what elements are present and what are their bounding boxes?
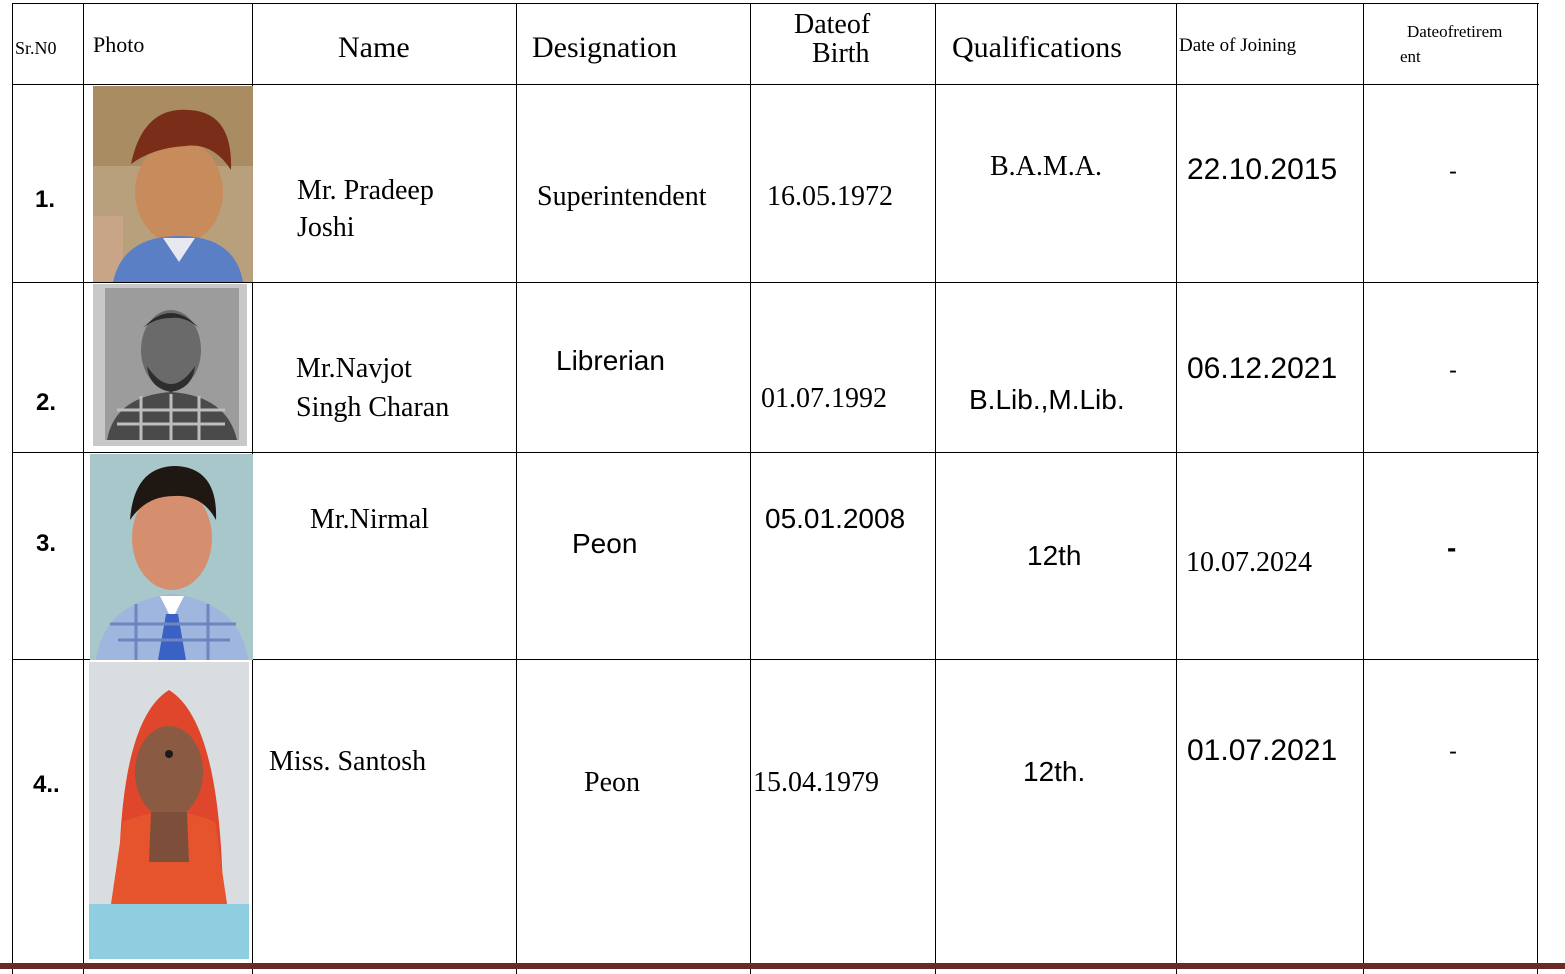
column-divider [935,3,936,974]
column-divider [1176,3,1177,974]
header-designation: Designation [532,31,677,64]
row-4-sr: 4.. [33,771,60,798]
table-border-top [12,3,1539,4]
row-4-dor: - [1449,738,1457,765]
column-divider [750,3,751,974]
row-4-designation: Peon [584,767,640,798]
header-dor-line2: ent [1400,47,1421,66]
table-border-left [12,3,13,974]
row-3-name-line1: Mr.Nirmal [310,504,429,535]
person-photo-icon [93,86,253,282]
row-2-name-line1: Mr.Navjot [296,353,412,384]
row-1-dor: - [1449,158,1457,185]
row-4-name-line1: Miss. Santosh [269,746,427,777]
header-dob-line2: Birth [812,38,870,69]
row-3-dor: - [1447,532,1457,563]
row-divider [12,282,1539,283]
header-dob-line1: Dateof [794,9,871,40]
row-3-dob: 05.01.2008 [765,503,906,534]
header-date-of-joining: Date of Joining [1179,35,1297,56]
header-name: Name [338,31,410,64]
header-photo: Photo [93,32,145,57]
column-divider [1363,3,1364,974]
row-2-photo [93,284,247,446]
row-3-sr: 3. [36,530,57,557]
row-1-qualification: B.A.M.A. [990,151,1103,182]
column-divider [83,3,84,974]
person-photo-icon [90,454,253,660]
row-4-doj: 01.07.2021 [1187,734,1338,767]
header-sr-no: Sr.N0 [15,38,57,58]
row-3-doj: 10.07.2024 [1186,547,1312,578]
page-footer-bar [0,963,1565,969]
row-3-designation: Peon [572,528,638,559]
row-1-dob: 16.05.1972 [767,181,893,212]
row-2-sr: 2. [36,389,57,416]
row-1-designation: Superintendent [537,181,707,212]
row-1-name-line2: Joshi [297,212,355,243]
row-4-dob: 15.04.1979 [753,767,879,798]
row-3-photo [90,454,253,660]
row-4-photo [89,662,249,959]
row-2-name-line2: Singh Charan [296,392,450,423]
person-photo-icon [93,284,247,446]
row-2-dor: - [1449,357,1457,384]
table-border-right [1537,3,1538,974]
column-divider [516,3,517,974]
row-3-qualification: 12th [1027,540,1082,571]
header-qualifications: Qualifications [952,31,1122,64]
row-4-qualification: 12th. [1023,756,1086,787]
row-1-photo [93,86,253,282]
row-2-designation: Librerian [556,345,665,376]
person-photo-icon [89,662,249,959]
header-dor-line1: Dateofretirem [1407,22,1503,41]
row-1-sr: 1. [35,186,56,213]
row-divider [12,452,1539,453]
row-2-qualification: B.Lib.,M.Lib. [969,384,1125,415]
row-1-name-line1: Mr. Pradeep [297,175,434,206]
row-2-dob: 01.07.1992 [761,383,887,414]
row-1-doj: 22.10.2015 [1187,153,1338,186]
row-divider [12,84,1539,85]
row-2-doj: 06.12.2021 [1187,352,1338,385]
